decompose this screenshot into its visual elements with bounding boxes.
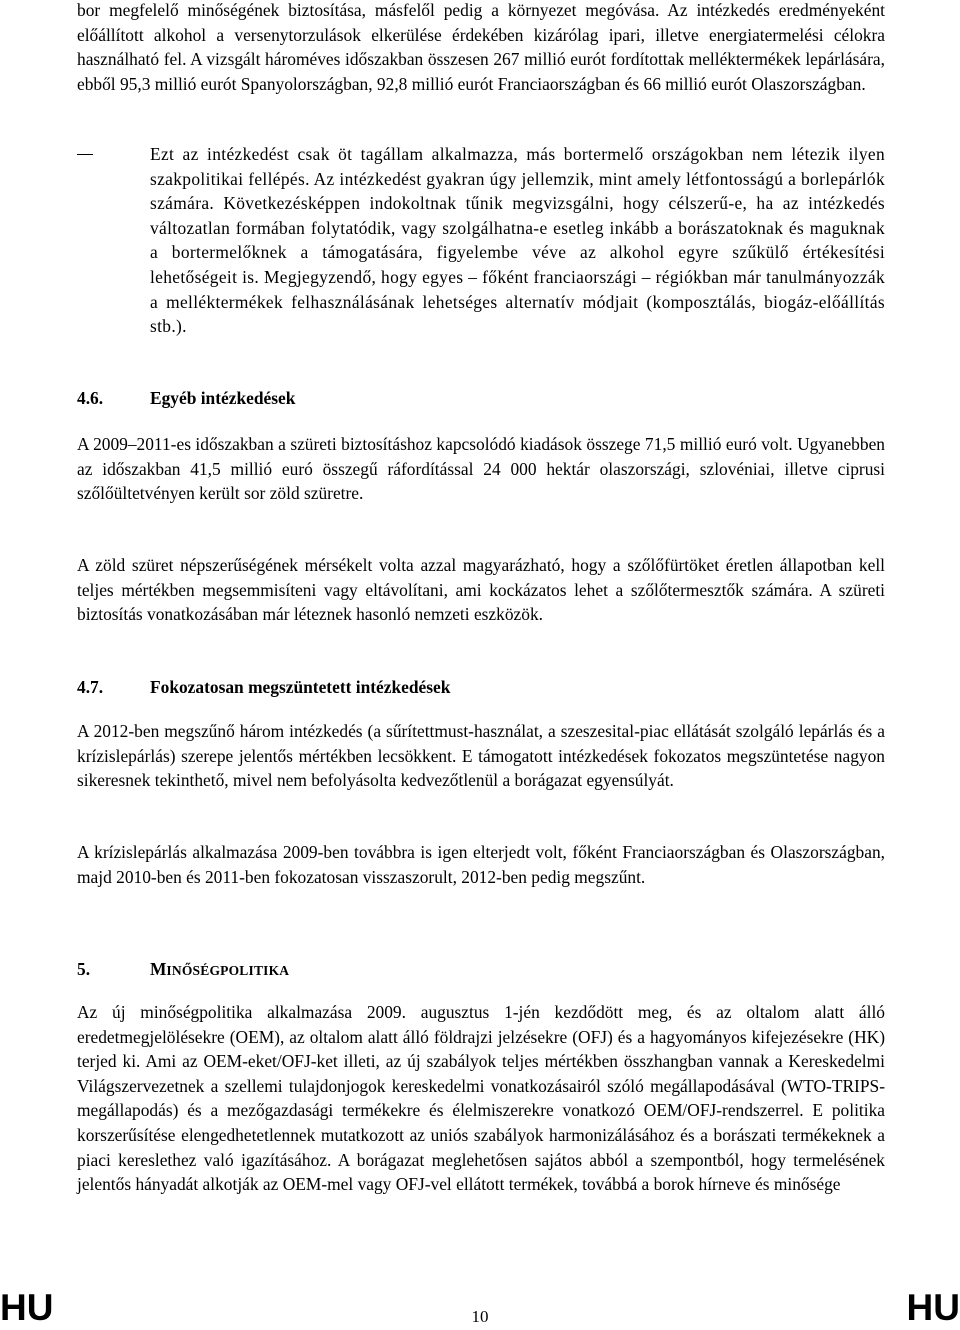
section-title: Egyéb intézkedések (150, 388, 296, 408)
section-4-6-paragraph-2: A zöld szüret népszerűségének mérsékelt volta azzal magyarázható, hogy a szőlőfürtöket éretlen állapotban kell teljes mértékben megsemmisíteni vagy eltávolítani, ami kockázatos lehet a szőlőtermesztők számára. A szüreti biztosítás vonatkozásában már léteznek hasonló nemzeti eszközök. (77, 555, 885, 625)
footer-language-code-left: HU (0, 1287, 54, 1328)
section-number: 4.7. (77, 677, 104, 697)
section-title-initial: M (150, 959, 167, 979)
section-number: 5. (77, 959, 91, 979)
section-title-rest: INŐSÉGPOLITIKA (166, 963, 290, 978)
section-5-paragraph-1: Az új minőségpolitika alkalmazása 2009. augusztus 1-jén kezdődött meg, és az oltalom alatt álló eredetmegjelölésekre (OEM), az oltalom alatt álló földrajzi jelzésekre (OFJ) és a hagyományos kifejezésekre (HK) terjed ki. Ami az OEM-eket/OFJ-ket illeti, az új szabályok teljes mértékben összhangban vannak a Kereskedelmi Világszervezetnek a szellemi tulajdonjogok kereskedelmi vonatkozásairól szóló megállapodásával (WTO-TRIPS-megállapodás) és a mezőgazdasági termékekre és élelmiszerekre vonatkozó OEM/OFJ-rendszerrel. E politika korszerűsítése elengedhetetlennek mutatkozott az uniós szabályok harmonizálásához és a borászati termékeknek a piaci kereslethez való igazításához. A borágazat meglehetősen sajátos abból a szempontból, hogy termelésének jelentős hányadát alkotják az OEM-mel vagy OFJ-vel ellátott termékek, továbbá a borok hírneve és minősége (77, 1002, 885, 1195)
section-heading-4-6 (77, 386, 295, 410)
section-heading-5 (77, 957, 289, 983)
section-number: 4.6. (77, 388, 104, 408)
dash-list-item (77, 142, 885, 339)
intro-paragraph: bor megfelelő minőségének biztosítása, másfelől pedig a környezet megóvása. Az intézkedés eredményeként előállított alkohol a versenytorzulások elkerülése érdekében kizárólag ipari, illetve energiatermelési célokra használható fel. A vizsgált hároméves időszakban összesen 267 millió eurót fordítottak melléktermékek lepárlására, ebből 95,3 millió eurót Spanyolországban, 92,8 millió eurót Franciaországban és 66 millió eurót Olaszországban. (77, 0, 885, 94)
dash-item-text: Ezt az intézkedést csak öt tagállam alkalmazza, más bortermelő országokban nem létezik ilyen szakpolitikai fellépés. Az intézkedést gyakran úgy jellemzik, mint amely létfontosságú a borlepárlók számára. Következésképpen indokoltnak tűnik megvizsgálni, hogy célszerű-e, ha az intézkedés változatlan formában folytatódik, vagy szolgálhatna-e esetleg inkább a borászatoknak és maguknak a bortermelőknek a támogatására, figyelembe véve az alkohol egyre szűkülő értékesítési lehetőségeit is. Megjegyzendő, hogy egyes – főként franciaországi – régiókban már tanulmányozzák a melléktermékek felhasználásának lehetséges alternatív módjait (komposztálás, biogáz-előállítás stb.). (150, 144, 885, 337)
section-4-7-paragraph-1: A 2012-ben megszűnő három intézkedés (a sűrítettmust-használat, a szeszesital-piac ellátását szolgáló lepárlás és a krízislepárlás) szerepe jelentős mértékben lecsökkent. E támogatott intézkedések fokozatos megszüntetése nagyon sikeresnek tekinthető, mivel nem befolyásolta kedvezőtlenül a borágazat egyensúlyát. (77, 721, 885, 791)
section-4-7-paragraph-2: A krízislepárlás alkalmazása 2009-ben továbbra is igen elterjedt volt, főként Franciaországban és Olaszországban, majd 2010-ben és 2011-ben fokozatosan visszaszorult, 2012-ben pedig megszűnt. (77, 842, 885, 887)
section-heading-4-7 (77, 675, 450, 699)
section-4-6-paragraph-1: A 2009–2011-es időszakban a szüreti biztosításhoz kapcsolódó kiadások összege 71,5 millió euró volt. Ugyanebben az időszakban 41,5 millió euró összegű ráfordítással 24 000 hektár olaszországi, szlovéniai, illetve ciprusi szőlőültetvényen került sor zöld szüretre. (77, 434, 885, 504)
page-number: 10 (471, 1307, 489, 1326)
dash-bullet (77, 154, 93, 155)
footer-language-code-right: HU (906, 1287, 960, 1328)
section-title: Fokozatosan megszüntetett intézkedések (150, 677, 451, 697)
